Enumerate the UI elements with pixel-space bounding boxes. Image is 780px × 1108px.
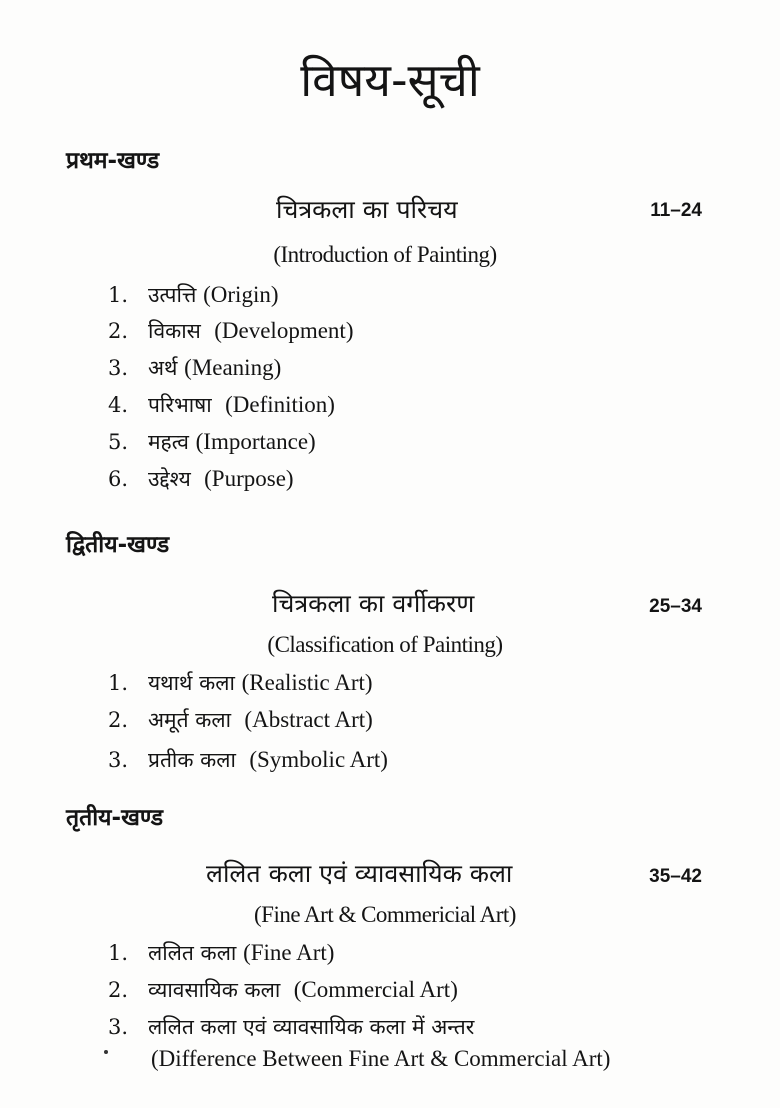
- item-number: 3.: [108, 748, 129, 772]
- list-item: [108, 280, 279, 310]
- item-hindi: अमूर्त कला: [148, 708, 232, 732]
- chapter-title-2: चित्रकला का वर्गीकरण: [272, 589, 475, 618]
- section-heading-2: द्वितीय-खण्ड: [66, 532, 170, 558]
- list-item: [108, 1012, 474, 1042]
- item-hindi: अर्थ: [148, 356, 178, 380]
- item-hindi: उत्पत्ति: [148, 283, 197, 307]
- list-item: [108, 975, 458, 1005]
- chapter-pages-2: 25–34: [649, 596, 702, 617]
- item-hindi: ललित कला: [148, 941, 237, 965]
- item-hindi: यथार्थ कला: [148, 671, 235, 695]
- item-english: (Fine Art): [243, 940, 335, 965]
- item-number: 2.: [108, 708, 129, 732]
- item-number: 2.: [108, 978, 129, 1002]
- list-item: [108, 464, 294, 494]
- item-number: 1.: [108, 671, 129, 695]
- page-title: विषय-सूची: [300, 53, 480, 107]
- item-number: 4.: [108, 393, 129, 417]
- item-hindi: व्यावसायिक कला: [148, 978, 281, 1002]
- item-number: 6.: [108, 467, 129, 491]
- list-item: [108, 938, 334, 968]
- item-hindi: विकास: [148, 319, 201, 343]
- chapter-pages-1: 11–24: [650, 200, 702, 221]
- list-item: [108, 316, 353, 346]
- print-speck: [104, 1050, 108, 1054]
- item-hindi: परिभाषा: [148, 393, 212, 417]
- section-heading-3: तृतीय-खण्ड: [66, 805, 164, 831]
- item-english: (Importance): [195, 429, 316, 454]
- chapter-pages-3: 35–42: [649, 866, 702, 887]
- item-english: (Realistic Art): [241, 670, 373, 695]
- chapter-title-3: ललित कला एवं व्यावसायिक कला: [206, 859, 513, 888]
- item-english: (Development): [214, 318, 354, 343]
- item-english: (Commercial Art): [293, 977, 458, 1002]
- chapter-subtitle-3: (Fine Art & Commericial Art): [254, 902, 516, 927]
- item-english: (Symbolic Art): [249, 747, 388, 772]
- item-english: (Origin): [203, 282, 279, 307]
- item-english: (Definition): [225, 392, 335, 417]
- list-item: [108, 390, 335, 420]
- item-hindi: महत्व: [148, 430, 189, 454]
- list-item: [108, 353, 281, 383]
- item-number: 1.: [108, 941, 129, 965]
- list-item: [108, 745, 388, 775]
- chapter-subtitle-1: (Introduction of Painting): [273, 242, 497, 267]
- item-hindi: प्रतीक कला: [148, 748, 236, 772]
- list-item: [108, 427, 316, 457]
- item-english: (Abstract Art): [244, 707, 373, 732]
- item-number: 5.: [108, 430, 129, 454]
- item-number: 1.: [108, 283, 129, 307]
- list-item: [108, 705, 373, 735]
- item-hindi: ललित कला एवं व्यावसायिक कला में अन्तर: [148, 1015, 475, 1039]
- chapter-subtitle-2: (Classification of Painting): [267, 632, 503, 657]
- item-english: (Meaning): [184, 355, 282, 380]
- item-number: 2.: [108, 319, 129, 343]
- item-hindi: उद्देश्य: [148, 467, 191, 491]
- item-number: 3.: [108, 1015, 129, 1039]
- list-item: [108, 668, 373, 698]
- item-english: (Purpose): [204, 466, 294, 491]
- chapter-title-1: चित्रकला का परिचय: [276, 195, 458, 224]
- item-continuation: (Difference Between Fine Art & Commercial Art): [151, 1046, 611, 1071]
- section-heading-1: प्रथम-खण्ड: [66, 148, 160, 174]
- item-number: 3.: [108, 356, 129, 380]
